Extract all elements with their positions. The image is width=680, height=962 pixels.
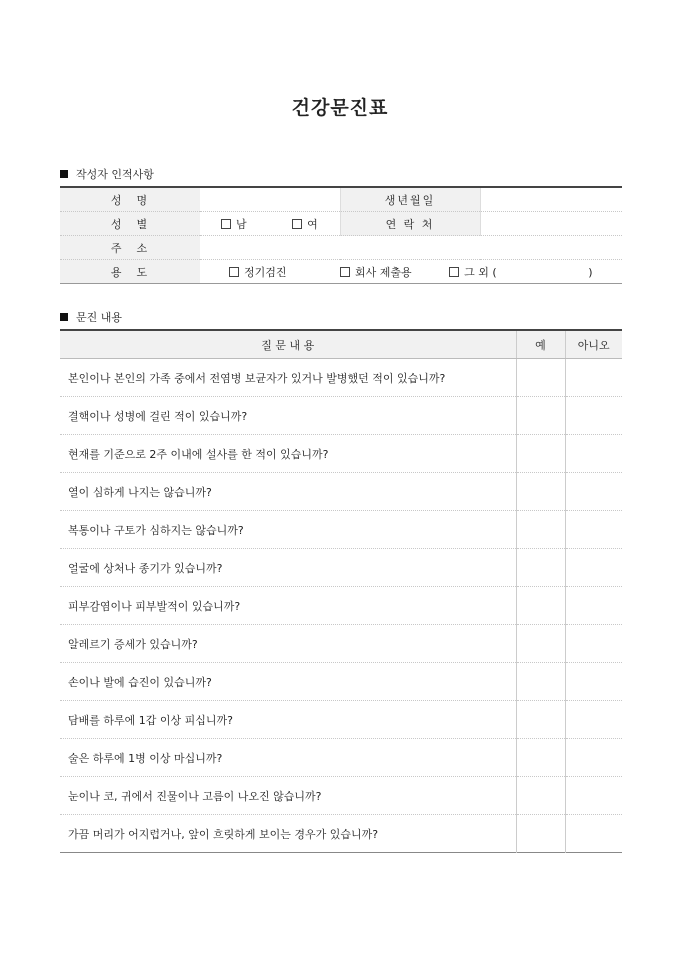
yes-cell[interactable] [516, 663, 565, 701]
yes-cell[interactable] [516, 511, 565, 549]
yes-cell[interactable] [516, 701, 565, 739]
section-heading-label: 문진 내용 [76, 311, 123, 324]
purpose-option-label: 그 외 ( [464, 265, 497, 279]
square-bullet-icon [60, 170, 68, 178]
purpose-option-checkup[interactable] [229, 264, 287, 280]
question-text: 복통이나 구토가 심하지는 않습니까? [60, 511, 516, 549]
table-row [60, 435, 622, 473]
no-cell[interactable] [565, 473, 622, 511]
checkbox-icon[interactable] [292, 219, 302, 229]
header-no: 아니오 [565, 330, 622, 359]
purpose-option-company[interactable] [340, 264, 412, 280]
purpose-label: 용 도 [60, 260, 200, 284]
yes-cell[interactable] [516, 587, 565, 625]
purpose-close-paren: ) [588, 265, 593, 279]
purpose-option-label: 정기검진 [244, 265, 287, 279]
gender-label: 성 별 [60, 212, 200, 236]
table-row [60, 359, 622, 397]
name-row [60, 187, 622, 212]
no-cell[interactable] [565, 397, 622, 435]
no-cell[interactable] [565, 511, 622, 549]
table-row [60, 701, 622, 739]
question-text: 알레르기 증세가 있습니까? [60, 625, 516, 663]
table-row [60, 663, 622, 701]
question-text: 눈이나 코, 귀에서 진물이나 고름이 나오진 않습니까? [60, 777, 516, 815]
purpose-field [200, 260, 622, 284]
question-text: 가끔 머리가 어지럽거나, 앞이 흐릿하게 보이는 경우가 있습니까? [68, 827, 379, 841]
checkbox-icon[interactable] [449, 267, 459, 277]
header-question: 질 문 내 용 [60, 330, 516, 359]
purpose-option-other[interactable] [449, 264, 497, 280]
header-yes: 예 [516, 330, 565, 359]
no-cell[interactable] [565, 663, 622, 701]
table-row [60, 397, 622, 435]
yes-cell[interactable] [516, 815, 565, 853]
table-row [60, 549, 622, 587]
contact-label: 연 락 처 [340, 212, 480, 236]
birth-label: 생년월일 [340, 187, 480, 212]
purpose-option-label: 회사 제출용 [355, 265, 412, 279]
purpose-row [60, 260, 622, 284]
no-cell[interactable] [565, 815, 622, 853]
table-row [60, 739, 622, 777]
no-cell[interactable] [565, 359, 622, 397]
square-bullet-icon [60, 313, 68, 321]
question-text: 피부감염이나 피부발적이 있습니까? [60, 587, 516, 625]
yes-cell[interactable] [516, 359, 565, 397]
gender-row [60, 212, 622, 236]
yes-cell[interactable] [516, 549, 565, 587]
yes-cell[interactable] [516, 777, 565, 815]
table-row [60, 473, 622, 511]
table-row [60, 587, 622, 625]
name-field[interactable] [200, 187, 340, 212]
questions-table [60, 329, 622, 853]
no-cell[interactable] [565, 777, 622, 815]
contact-field[interactable] [480, 212, 622, 236]
address-row [60, 236, 622, 260]
no-cell[interactable] [565, 435, 622, 473]
question-text: 술은 하루에 1병 이상 마십니까? [60, 739, 516, 777]
question-text: 열이 심하게 나지는 않습니까? [60, 473, 516, 511]
yes-cell[interactable] [516, 473, 565, 511]
address-field[interactable] [200, 236, 622, 260]
checkbox-icon[interactable] [229, 267, 239, 277]
no-cell[interactable] [565, 701, 622, 739]
yes-cell[interactable] [516, 397, 565, 435]
yes-cell[interactable] [516, 435, 565, 473]
question-text: 담배를 하루에 1갑 이상 피십니까? [60, 701, 516, 739]
yes-cell[interactable] [516, 739, 565, 777]
table-row [60, 511, 622, 549]
question-text: 얼굴에 상처나 종기가 있습니까? [60, 549, 516, 587]
question-text: 본인이나 본인의 가족 중에서 전염병 보균자가 있거나 발병했던 적이 있습니까? [60, 359, 516, 397]
gender-male-option[interactable] [221, 216, 247, 232]
question-text: 손이나 발에 습진이 있습니까? [60, 663, 516, 701]
question-text: 현재를 기준으로 2주 이내에 설사를 한 적이 있습니까? [60, 435, 516, 473]
section-heading-personal [60, 166, 154, 182]
gender-field [200, 212, 340, 236]
question-text: 결핵이나 성병에 걸린 적이 있습니까? [60, 397, 516, 435]
gender-female-label: 여 [307, 217, 318, 231]
birth-field[interactable] [480, 187, 622, 212]
personal-info-table [60, 186, 622, 284]
section-heading-questions [60, 309, 122, 325]
table-row [60, 777, 622, 815]
checkbox-icon[interactable] [221, 219, 231, 229]
checkbox-icon[interactable] [340, 267, 350, 277]
page-title: 건강문진표 [291, 97, 389, 119]
no-cell[interactable] [565, 587, 622, 625]
gender-female-option[interactable] [292, 216, 318, 232]
table-row [60, 815, 622, 853]
table-row [60, 625, 622, 663]
section-heading-label: 작성자 인적사항 [76, 168, 154, 181]
address-label: 주 소 [60, 236, 200, 260]
no-cell[interactable] [565, 739, 622, 777]
gender-male-label: 남 [236, 217, 247, 231]
no-cell[interactable] [565, 625, 622, 663]
yes-cell[interactable] [516, 625, 565, 663]
name-label: 성 명 [60, 187, 200, 212]
no-cell[interactable] [565, 549, 622, 587]
questions-header-row [60, 330, 622, 359]
